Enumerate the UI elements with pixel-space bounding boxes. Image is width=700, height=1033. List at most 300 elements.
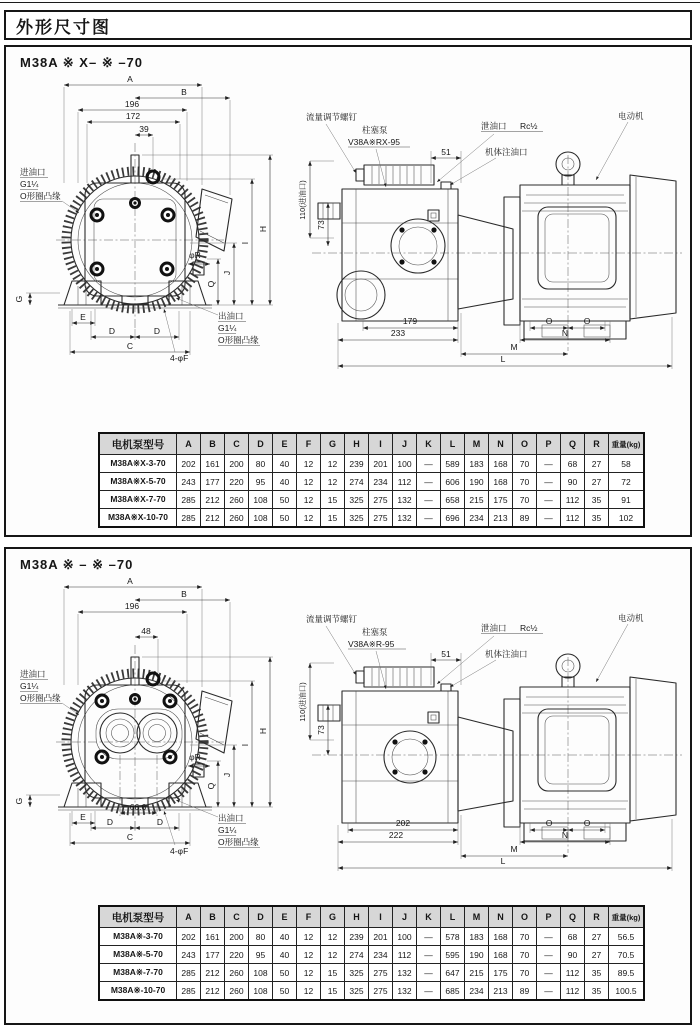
- dim-label-o2: O: [583, 818, 591, 828]
- dim-cell: 56.5: [609, 928, 645, 946]
- column-header: D: [249, 906, 273, 928]
- dim-label-51: 51: [441, 649, 451, 659]
- dim-label-phi-r: φR: [189, 250, 201, 260]
- column-header: R: [585, 433, 609, 455]
- dim-cell: 243: [177, 473, 201, 491]
- dim-cell: 12: [321, 473, 345, 491]
- holes-label: 4-φF: [170, 353, 189, 363]
- dim-cell: 183: [465, 928, 489, 946]
- dim-cell: 70: [513, 964, 537, 982]
- dim-label-m: M: [510, 342, 518, 352]
- dim-cell: 70.5: [609, 946, 645, 964]
- dim-cell: 90: [561, 946, 585, 964]
- dim-cell: 589: [441, 455, 465, 473]
- dim-label-i: I: [240, 743, 250, 747]
- dim-cell: 200: [225, 928, 249, 946]
- terminal-box-front: [196, 189, 232, 251]
- dim-cell: 15: [321, 964, 345, 982]
- dim-cell: 40: [273, 455, 297, 473]
- dim-label-len2: 222: [388, 830, 404, 840]
- column-header: M: [465, 906, 489, 928]
- dim-cell: 202: [177, 455, 201, 473]
- dim-cell: 90: [561, 473, 585, 491]
- coupling-bracket: [458, 197, 520, 325]
- column-header: 重量(kg): [609, 433, 645, 455]
- dim-cell: 27: [585, 455, 609, 473]
- column-header: C: [225, 906, 249, 928]
- inlet-thread: G1¼: [20, 681, 39, 691]
- dim-cell: 168: [489, 455, 513, 473]
- dim-label-c: C: [126, 341, 134, 351]
- dim-cell: 325: [345, 491, 369, 509]
- dim-cell: 35: [585, 509, 609, 528]
- dim-cell: 177: [201, 473, 225, 491]
- dim-cell: 112: [561, 491, 585, 509]
- dim-cell: 102: [609, 509, 645, 528]
- dim-label-d2: D: [153, 326, 161, 336]
- dim-cell: 220: [225, 946, 249, 964]
- dim-cell: 89: [513, 509, 537, 528]
- holes-label: 4-φF: [170, 846, 189, 856]
- dim-cell: 132: [393, 491, 417, 509]
- dim-cell: 325: [345, 964, 369, 982]
- dim-cell: 325: [345, 509, 369, 528]
- dim-cell: 285: [177, 491, 201, 509]
- dim-cell: 50: [273, 509, 297, 528]
- dim-label-g: G: [14, 797, 24, 805]
- column-header: L: [441, 906, 465, 928]
- dims-left: [298, 663, 342, 755]
- dim-cell: —: [537, 455, 561, 473]
- dim-cell: 212: [201, 964, 225, 982]
- dim-cell: 275: [369, 982, 393, 1001]
- dim-cell: 27: [585, 946, 609, 964]
- dim-cell: 212: [201, 491, 225, 509]
- dim-label-h: H: [258, 225, 268, 233]
- column-header: F: [297, 906, 321, 928]
- table-row: [99, 928, 644, 946]
- dim-label-m: M: [510, 844, 518, 854]
- dim-cell: 260: [225, 982, 249, 1001]
- dim-label-n: N: [561, 830, 569, 840]
- dim-cell: 200: [225, 455, 249, 473]
- dim-cell: 112: [561, 964, 585, 982]
- table-header-row: [99, 906, 644, 928]
- dim-cell: 15: [321, 982, 345, 1001]
- dim-cell: 285: [177, 982, 201, 1001]
- dim-cell: 91: [609, 491, 645, 509]
- dim-cell: 108: [249, 964, 273, 982]
- dim-cell: 213: [489, 509, 513, 528]
- dim-cell: 274: [345, 473, 369, 491]
- page-title: 外形尺寸图: [16, 17, 111, 37]
- dim-cell: —: [537, 491, 561, 509]
- dim-cell: 108: [249, 982, 273, 1001]
- dim-cell: 70: [513, 491, 537, 509]
- dim-cell: 40: [273, 928, 297, 946]
- pump-model-label: V38A※RX-95: [348, 137, 401, 147]
- dim-cell: 275: [369, 509, 393, 528]
- callouts: [306, 111, 644, 187]
- dim-label-q: Q: [206, 280, 216, 288]
- column-header: N: [489, 433, 513, 455]
- column-header: B: [201, 433, 225, 455]
- dim-cell: 234: [465, 982, 489, 1001]
- dim-cell: 325: [345, 982, 369, 1001]
- dim-label-d2: D: [156, 817, 164, 827]
- dim-cell: —: [537, 982, 561, 1001]
- dim-cell: 260: [225, 509, 249, 528]
- dim-label-a: A: [127, 74, 133, 84]
- dim-label-j: J: [222, 772, 232, 778]
- pump-type-label: 柱塞泵: [362, 627, 388, 637]
- dim-cell: 35: [585, 491, 609, 509]
- dim-label-q: Q: [206, 782, 216, 790]
- dim-label-110: 110(进油口): [298, 682, 307, 722]
- drain-thread-label: Rc½: [520, 121, 538, 131]
- table-row: [99, 455, 644, 473]
- dim-label-110: 110(进油口): [298, 180, 307, 220]
- column-header: E: [273, 906, 297, 928]
- dim-label-l: L: [500, 856, 506, 866]
- flow-screw-label: 流量调节螺钉: [306, 614, 358, 624]
- dim-cell: 12: [321, 946, 345, 964]
- section-model-label: M38A ※ X– ※ –70: [20, 55, 144, 70]
- dim-cell: 606: [441, 473, 465, 491]
- pump-assembly: [318, 165, 458, 321]
- dim-cell: —: [537, 509, 561, 528]
- dim-cell: 12: [297, 491, 321, 509]
- dim-label-j: J: [222, 270, 232, 276]
- table-row: [99, 946, 644, 964]
- table-row: [99, 509, 644, 528]
- dim-cell: 12: [297, 473, 321, 491]
- dim-cell: 243: [177, 946, 201, 964]
- dim-cell: —: [537, 946, 561, 964]
- outlet-flange: O形圈凸缘: [218, 837, 259, 847]
- dim-cell: —: [537, 964, 561, 982]
- dim-cell: 234: [369, 946, 393, 964]
- dim-label-a: A: [127, 576, 133, 586]
- dim-cell: 215: [465, 964, 489, 982]
- section-model-label: M38A ※ – ※ –70: [20, 557, 134, 572]
- dim-label-g: G: [14, 295, 24, 303]
- dim-label-len1: 179: [402, 316, 418, 326]
- dim-cell: 50: [273, 491, 297, 509]
- dim-cell: 177: [201, 946, 225, 964]
- dim-cell: 12: [297, 982, 321, 1001]
- table-row: [99, 491, 644, 509]
- front-view-drawing: [12, 71, 312, 421]
- dim-cell: —: [417, 491, 441, 509]
- column-header: B: [201, 906, 225, 928]
- column-header: F: [297, 433, 321, 455]
- dim-cell: 685: [441, 982, 465, 1001]
- side-view-drawing: [298, 605, 688, 895]
- column-header: Q: [561, 906, 585, 928]
- dim-cell: 58: [609, 455, 645, 473]
- dim-cell: 70: [513, 928, 537, 946]
- dim-cell: 12: [297, 509, 321, 528]
- dim-cell: 40: [273, 946, 297, 964]
- column-header: P: [537, 906, 561, 928]
- column-header: H: [345, 433, 369, 455]
- dim-cell: 234: [465, 509, 489, 528]
- dim-cell: 260: [225, 491, 249, 509]
- dim-cell: 647: [441, 964, 465, 982]
- coupling-bracket: [458, 699, 520, 827]
- dim-cell: 12: [297, 946, 321, 964]
- drain-label: 泄油口: [481, 121, 507, 131]
- dim-label-196: 196: [124, 601, 140, 611]
- dim-cell: 89.5: [609, 964, 645, 982]
- dim-label-196: 196: [124, 99, 140, 109]
- column-header: M: [465, 433, 489, 455]
- dim-cell: 658: [441, 491, 465, 509]
- dim-label-n: N: [561, 328, 569, 338]
- dim-cell: 239: [345, 928, 369, 946]
- dim-cell: —: [537, 473, 561, 491]
- dim-cell: 201: [369, 928, 393, 946]
- dim-label-l: L: [500, 354, 506, 364]
- column-header: J: [393, 433, 417, 455]
- dim-cell: 161: [201, 928, 225, 946]
- inlet-flange: O形圈凸缘: [20, 693, 61, 703]
- dim-cell: 40: [273, 473, 297, 491]
- column-header: 电机泵型号: [99, 433, 177, 455]
- dim-cell: 190: [465, 946, 489, 964]
- dim-cell: 696: [441, 509, 465, 528]
- column-header: P: [537, 433, 561, 455]
- fill-port-label: 机体注油口: [485, 147, 528, 157]
- dim-cell: 285: [177, 509, 201, 528]
- outlet-flange: O形圈凸缘: [218, 335, 259, 345]
- dim-cell: 72: [609, 473, 645, 491]
- model-cell: M38A※X-7-70: [99, 491, 177, 509]
- table-row: [99, 982, 644, 1001]
- column-header: A: [177, 906, 201, 928]
- dim-label-51: 51: [441, 147, 451, 157]
- dim-cell: 168: [489, 928, 513, 946]
- dim-label-i: I: [240, 241, 250, 245]
- dim-label-o1: O: [545, 316, 553, 326]
- dim-label-d1: D: [106, 817, 114, 827]
- dim-label-b: B: [181, 589, 187, 599]
- dim-cell: 12: [297, 455, 321, 473]
- dim-cell: —: [417, 473, 441, 491]
- dim-cell: 100: [393, 455, 417, 473]
- dim-cell: —: [537, 928, 561, 946]
- dim-cell: 595: [441, 946, 465, 964]
- dim-cell: 161: [201, 455, 225, 473]
- dim-label-39: 39: [139, 124, 149, 134]
- column-header: K: [417, 433, 441, 455]
- dim-cell: 239: [345, 455, 369, 473]
- dim-cell: 274: [345, 946, 369, 964]
- column-header: R: [585, 906, 609, 928]
- column-header: D: [249, 433, 273, 455]
- front-view-drawing: [12, 573, 312, 923]
- dim-label-d1: D: [108, 326, 116, 336]
- dim-label-o1: O: [545, 818, 553, 828]
- dim-cell: 50: [273, 964, 297, 982]
- column-header: Q: [561, 433, 585, 455]
- dim-label-e: E: [80, 812, 86, 822]
- dim-cell: 15: [321, 509, 345, 528]
- column-header: O: [513, 906, 537, 928]
- section-m38a-70: [4, 547, 692, 1025]
- dim-cell: 70: [513, 455, 537, 473]
- dim-cell: 68: [561, 455, 585, 473]
- dim-cell: 12: [321, 455, 345, 473]
- dim-cell: —: [417, 455, 441, 473]
- table-row: [99, 964, 644, 982]
- dim-cell: 112: [393, 473, 417, 491]
- model-cell: M38A※-10-70: [99, 982, 177, 1001]
- dims-right: [142, 155, 273, 305]
- pump-type-label: 柱塞泵: [362, 125, 388, 135]
- column-header: C: [225, 433, 249, 455]
- column-header: A: [177, 433, 201, 455]
- column-header: G: [321, 433, 345, 455]
- inlet-thread: G1¼: [20, 179, 39, 189]
- dim-label-o2: O: [583, 316, 591, 326]
- dimension-table: [98, 905, 645, 1001]
- dim-label-phi-r: φR: [189, 752, 201, 762]
- dim-cell: 112: [561, 509, 585, 528]
- dim-cell: 12: [321, 928, 345, 946]
- terminal-box-front: [196, 691, 232, 753]
- dim-cell: —: [417, 928, 441, 946]
- dim-cell: 108: [249, 509, 273, 528]
- dim-cell: —: [417, 509, 441, 528]
- dim-cell: 213: [489, 982, 513, 1001]
- section-m38a-x-70: [4, 45, 692, 537]
- dim-cell: 275: [369, 491, 393, 509]
- inlet-title: 进油口: [20, 669, 46, 679]
- dim-label-h: H: [258, 727, 268, 735]
- column-header: L: [441, 433, 465, 455]
- dim-cell: 50: [273, 982, 297, 1001]
- dim-label-e: E: [80, 312, 86, 322]
- column-header: N: [489, 906, 513, 928]
- model-cell: M38A※-3-70: [99, 928, 177, 946]
- dim-cell: 27: [585, 473, 609, 491]
- flow-screw-label: 流量调节螺钉: [306, 112, 358, 122]
- column-header: 电机泵型号: [99, 906, 177, 928]
- column-header: O: [513, 433, 537, 455]
- dim-cell: 132: [393, 982, 417, 1001]
- dim-cell: 168: [489, 946, 513, 964]
- dims-right: [142, 657, 273, 807]
- dim-label-73: 73: [316, 220, 326, 230]
- dim-cell: 183: [465, 455, 489, 473]
- dim-cell: 89: [513, 982, 537, 1001]
- dim-label-c: C: [126, 832, 134, 842]
- motor-label: 电动机: [618, 613, 644, 623]
- column-header: J: [393, 906, 417, 928]
- dim-cell: 285: [177, 964, 201, 982]
- dim-cell: 168: [489, 473, 513, 491]
- inlet-title: 进油口: [20, 167, 46, 177]
- dim-label-172: 172: [125, 111, 141, 121]
- column-header: H: [345, 906, 369, 928]
- drain-label: 泄油口: [481, 623, 507, 633]
- dim-cell: 35: [585, 982, 609, 1001]
- dim-cell: 212: [201, 509, 225, 528]
- dim-cell: 212: [201, 982, 225, 1001]
- dim-cell: 132: [393, 509, 417, 528]
- column-header: K: [417, 906, 441, 928]
- dim-label-len2: 233: [390, 328, 406, 338]
- dim-cell: 260: [225, 964, 249, 982]
- column-header: I: [369, 433, 393, 455]
- dim-cell: 275: [369, 964, 393, 982]
- dim-label-b: B: [181, 87, 187, 97]
- dim-cell: 112: [393, 946, 417, 964]
- dim-cell: 202: [177, 928, 201, 946]
- dim-cell: 234: [369, 473, 393, 491]
- page-title-box: [4, 10, 692, 40]
- dimension-table: [98, 432, 645, 528]
- dim-cell: 100: [393, 928, 417, 946]
- dim-cell: 175: [489, 964, 513, 982]
- pump-model-label: V38A※R-95: [348, 639, 395, 649]
- dim-cell: 190: [465, 473, 489, 491]
- dim-cell: 15: [321, 491, 345, 509]
- dim-cell: 80: [249, 455, 273, 473]
- dim-cell: 95: [249, 946, 273, 964]
- pump-assembly: [318, 667, 458, 823]
- outlet-title: 出油口: [218, 311, 244, 321]
- inlet-flange: O形圈凸缘: [20, 191, 61, 201]
- dim-cell: 68: [561, 928, 585, 946]
- dim-cell: 578: [441, 928, 465, 946]
- outlet-thread: G1¼: [218, 825, 237, 835]
- dim-cell: 35: [585, 964, 609, 982]
- dim-label-len1: 202: [395, 818, 411, 828]
- dim-cell: 215: [465, 491, 489, 509]
- fill-port-label: 机体注油口: [485, 649, 528, 659]
- motor-side: [520, 654, 676, 841]
- motor-side: [520, 152, 676, 339]
- side-view-drawing: [298, 103, 688, 393]
- column-header: I: [369, 906, 393, 928]
- dim-cell: 80: [249, 928, 273, 946]
- dim-cell: 70: [513, 946, 537, 964]
- motor-label: 电动机: [618, 111, 644, 121]
- model-cell: M38A※-7-70: [99, 964, 177, 982]
- callouts: [306, 613, 644, 689]
- column-header: 重量(kg): [609, 906, 645, 928]
- dim-cell: —: [417, 982, 441, 1001]
- dim-cell: 95: [249, 473, 273, 491]
- dim-cell: 201: [369, 455, 393, 473]
- model-cell: M38A※-5-70: [99, 946, 177, 964]
- column-header: G: [321, 906, 345, 928]
- dim-label-48: 48: [141, 626, 151, 636]
- dim-cell: —: [417, 964, 441, 982]
- column-header: E: [273, 433, 297, 455]
- model-cell: M38A※X-5-70: [99, 473, 177, 491]
- table-row: [99, 473, 644, 491]
- model-cell: M38A※X-3-70: [99, 455, 177, 473]
- dim-label-666: 66.6: [129, 802, 147, 812]
- page-top-rule: [0, 2, 700, 3]
- dim-cell: 70: [513, 473, 537, 491]
- dim-cell: 100.5: [609, 982, 645, 1001]
- dim-cell: 132: [393, 964, 417, 982]
